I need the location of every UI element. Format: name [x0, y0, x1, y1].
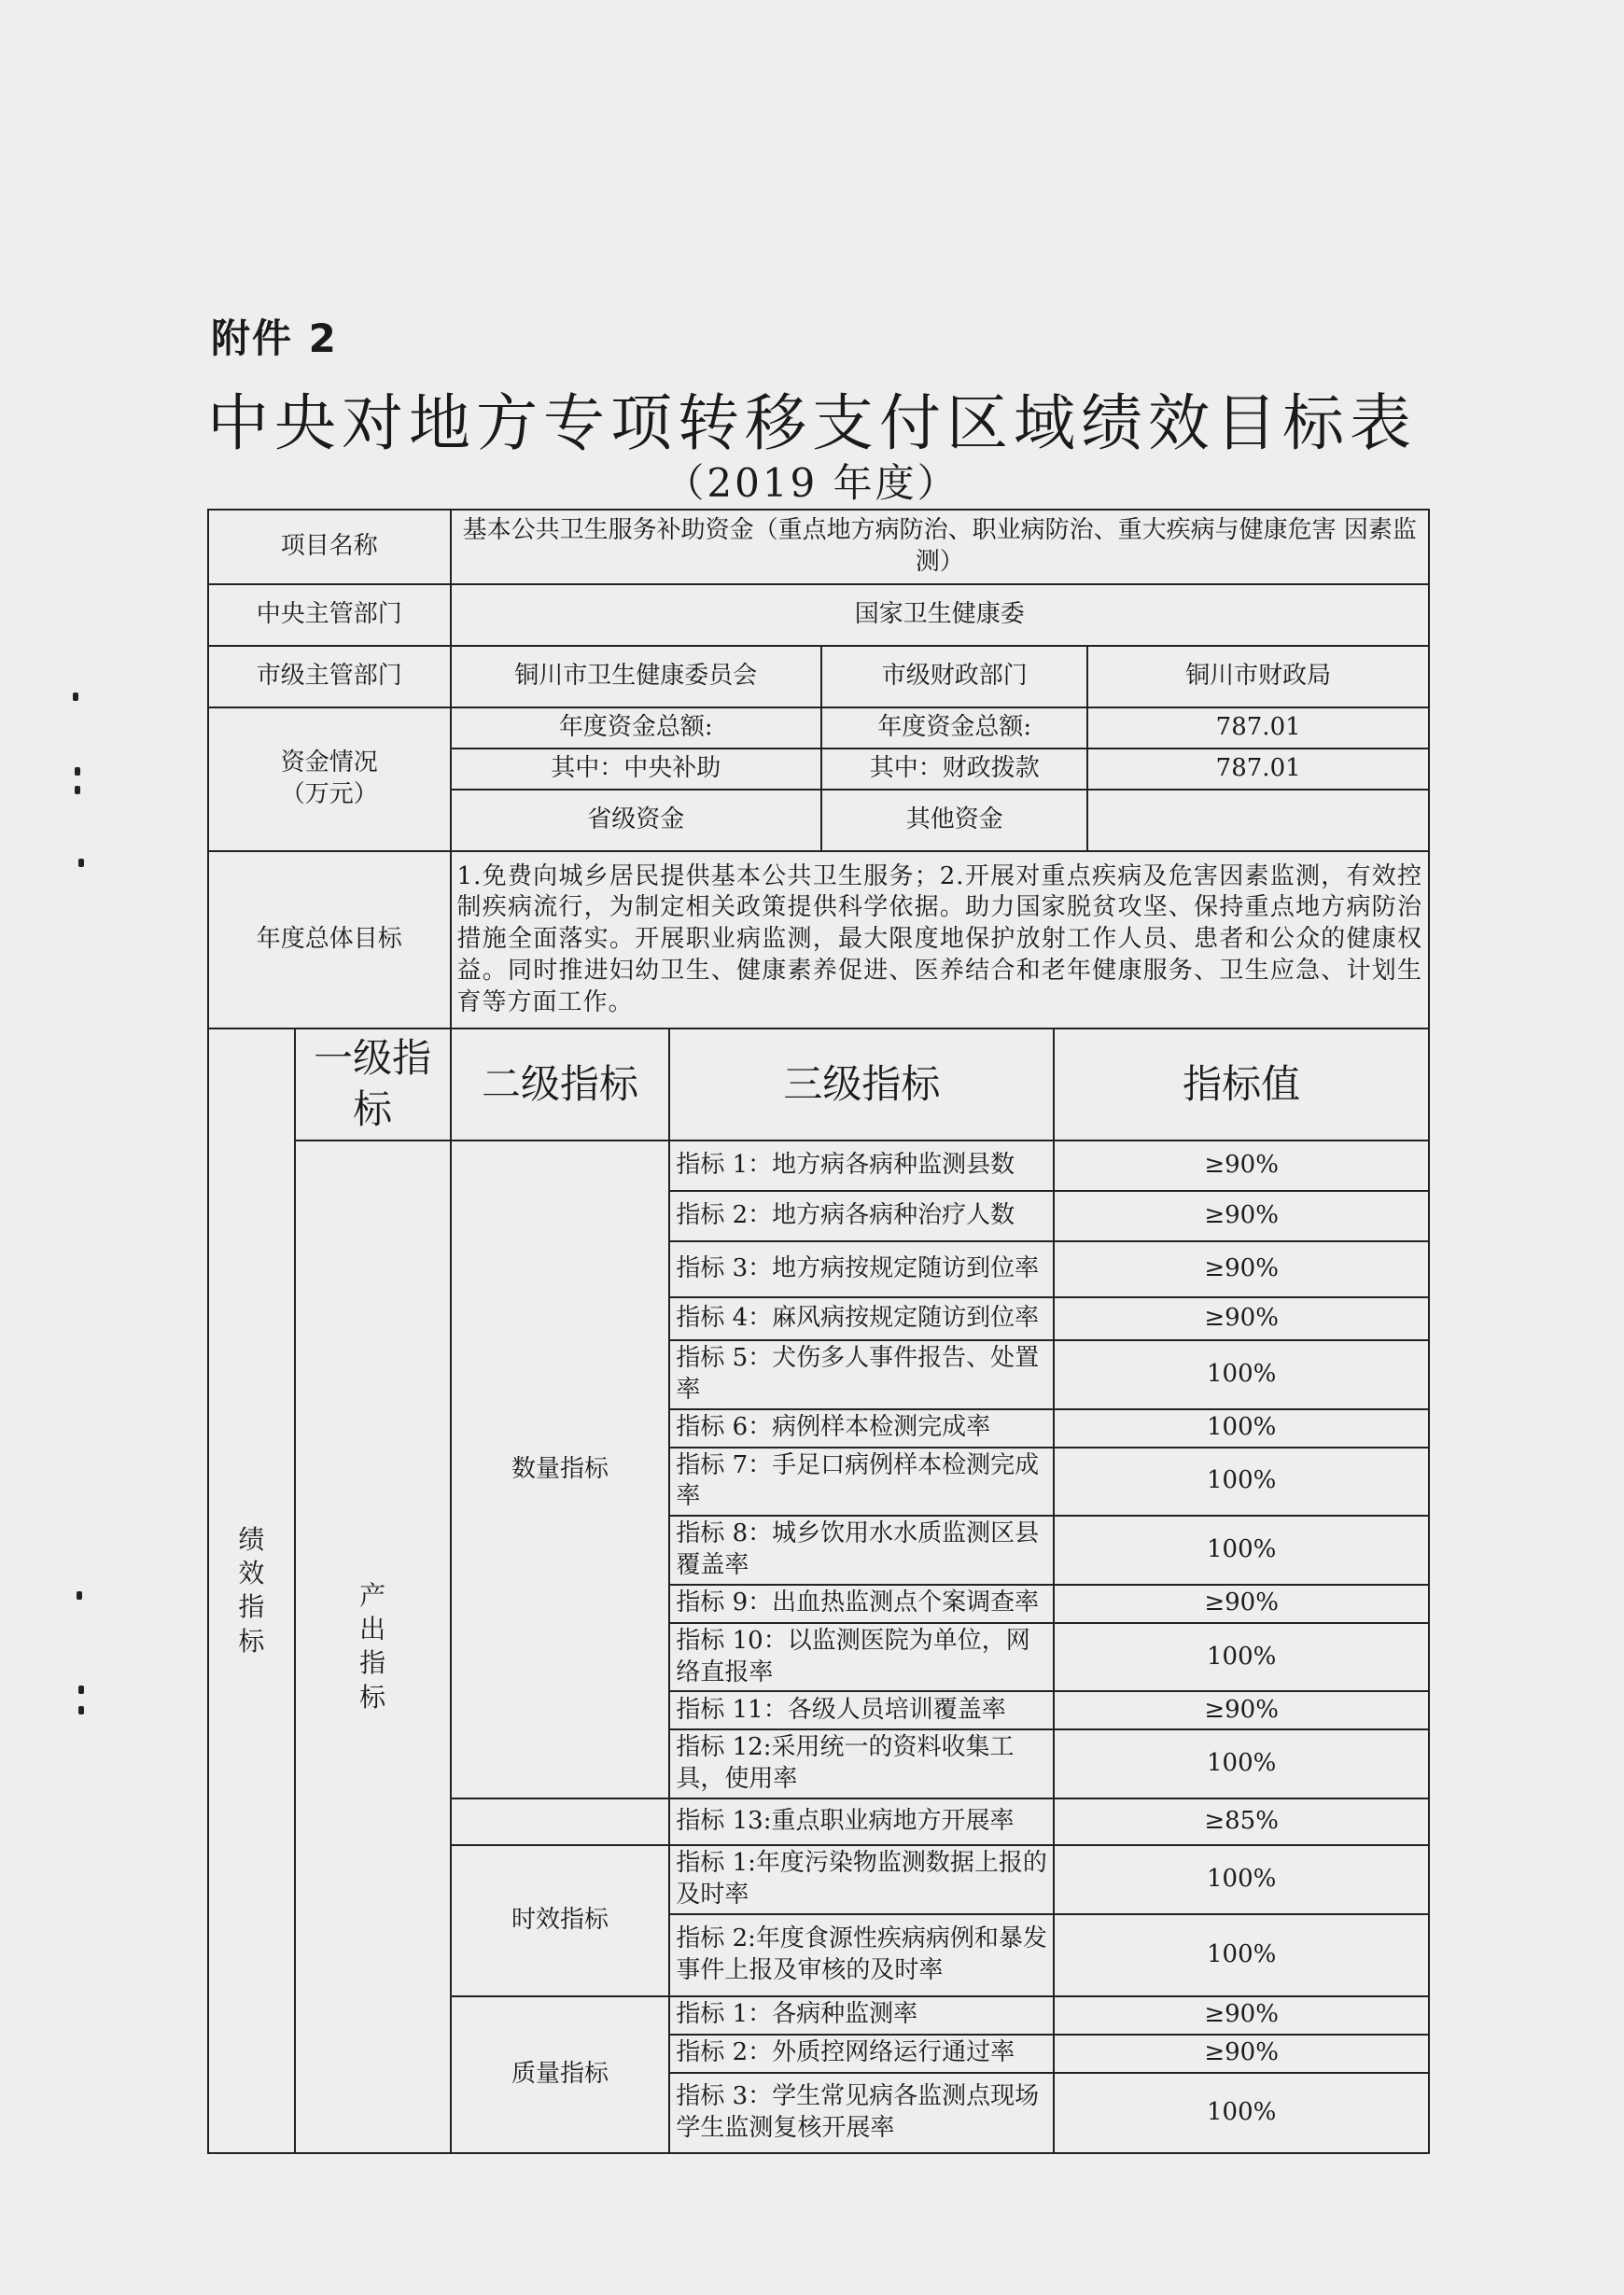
page-title: 中央对地方专项转移支付区域绩效目标表 [207, 387, 1417, 459]
funds-finance-label: 其中：财政拨款 [821, 749, 1087, 790]
central-dept-row [208, 584, 1429, 646]
indicator-value: ≥90% [1054, 1996, 1429, 2035]
performance-target-table [207, 509, 1430, 2154]
indicator-name: 指标 2:年度食源性疾病病例和暴发事件上报及审核的及时率 [669, 1914, 1054, 1996]
indicator-value: ≥90% [1054, 1141, 1429, 1191]
performance-char: 效 [238, 1557, 265, 1588]
indicator-value: 100% [1054, 1729, 1429, 1798]
output-char: 出 [359, 1613, 386, 1644]
indicator-value: ≥90% [1054, 1297, 1429, 1340]
indicator-name: 指标 10：以监测医院为单位，网络直报率 [669, 1623, 1054, 1692]
value-header: 指标值 [1054, 1029, 1429, 1141]
city-dept-row [208, 646, 1429, 707]
level1-header [295, 1029, 451, 1141]
funds-other-label: 其他资金 [821, 790, 1087, 851]
indicator-name: 指标 12:采用统一的资料收集工具，使用率 [669, 1729, 1054, 1798]
indicator-value: ≥90% [1054, 1191, 1429, 1241]
indicator-name: 指标 1：地方病各病种监测县数 [669, 1141, 1054, 1191]
quality-indicator-label: 质量指标 [451, 1996, 670, 2153]
funds-total-value: 787.01 [1087, 707, 1429, 749]
indicator-value: 100% [1054, 1448, 1429, 1517]
indicator-value: ≥90% [1054, 2035, 1429, 2073]
indicator-value: 100% [1054, 2073, 1429, 2153]
funds-provincial-label: 省级资金 [451, 790, 822, 851]
indicator-value: 100% [1054, 1914, 1429, 1996]
indicator-value: ≥85% [1054, 1798, 1429, 1845]
binding-mark [78, 1686, 84, 1694]
indicator-name: 指标 2：外质控网络运行通过率 [669, 2035, 1054, 2073]
funds-label [208, 707, 451, 851]
indicator-value: ≥90% [1054, 1691, 1429, 1729]
binding-mark [73, 693, 78, 701]
indicator-value: ≥90% [1054, 1585, 1429, 1623]
level3-header: 三级指标 [669, 1029, 1054, 1141]
indicator-name: 指标 5：犬伤多人事件报告、处置率 [669, 1340, 1054, 1409]
indicator-name: 指标 3：学生常见病各监测点现场学生监测复核开展率 [669, 2073, 1054, 2153]
annual-goal-row [208, 851, 1429, 1029]
indicator-name: 指标 6：病例样本检测完成率 [669, 1409, 1054, 1448]
project-name-row [208, 510, 1429, 584]
project-name-value: 基本公共卫生服务补助资金（重点地方病防治、职业病防治、重大疾病与健康危害 因素监测） [451, 510, 1429, 584]
indicator-header-row [208, 1029, 1429, 1141]
funds-label-line1: 资金情况 [280, 749, 378, 777]
annual-goal-label: 年度总体目标 [208, 851, 451, 1029]
output-indicator-label [295, 1141, 451, 2153]
performance-char: 绩 [238, 1523, 265, 1555]
indicator-value: ≥90% [1054, 1241, 1429, 1297]
binding-mark [75, 767, 80, 776]
binding-mark [77, 1591, 82, 1600]
indicator-value: 100% [1054, 1340, 1429, 1409]
indicator-name: 指标 4：麻风病按规定随访到位率 [669, 1297, 1054, 1340]
indicator-name: 指标 9：出血热监测点个案调查率 [669, 1585, 1054, 1623]
timeliness-indicator-label: 时效指标 [451, 1845, 670, 1996]
performance-char: 标 [238, 1625, 265, 1657]
indicator-name: 指标 1:年度污染物监测数据上报的及时率 [669, 1845, 1054, 1914]
indicator-name: 指标 8：城乡饮用水水质监测区县覆盖率 [669, 1516, 1054, 1585]
table-row [208, 1141, 1429, 1191]
funds-total-label-right: 年度资金总额: [821, 707, 1087, 749]
binding-mark [75, 786, 80, 794]
indicator-name: 指标 13:重点职业病地方开展率 [669, 1798, 1054, 1845]
funds-central-label: 其中：中央补助 [451, 749, 822, 790]
city-finance-label: 市级财政部门 [821, 646, 1087, 707]
indicator-name: 指标 7：手足口病例样本检测完成率 [669, 1448, 1054, 1517]
city-dept-value: 铜川市卫生健康委员会 [451, 646, 822, 707]
annual-goal-text: 1.免费向城乡居民提供基本公共卫生服务；2.开展对重点疾病及危害因素监测，有效控制疾病流行，为制定相关政策提供科学依据。助力国家脱贫攻坚、保持重点地方病防治措施全面落实。开展职业病监测，最大限度地保护放射工作人员、患者和公众的健康权益。同时推进妇幼卫生、健康素养促进、医养结合和老年健康服务、卫生应急、计划生育等方面工作。 [451, 851, 1429, 1029]
project-name-label: 项目名称 [208, 510, 451, 584]
performance-char: 指 [238, 1591, 265, 1623]
indicator-value: 100% [1054, 1516, 1429, 1585]
indicator-name: 指标 3：地方病按规定随访到位率 [669, 1241, 1054, 1297]
quantity-indicator-label: 数量指标 [451, 1141, 670, 1798]
central-dept-label: 中央主管部门 [208, 584, 451, 646]
binding-mark [78, 1706, 84, 1714]
central-dept-value: 国家卫生健康委 [451, 584, 1429, 646]
output-char: 标 [359, 1681, 386, 1713]
level2-header: 二级指标 [451, 1029, 670, 1141]
indicator-name: 指标 11：各级人员培训覆盖率 [669, 1691, 1054, 1729]
city-finance-value: 铜川市财政局 [1087, 646, 1429, 707]
funds-total-label-left: 年度资金总额: [451, 707, 822, 749]
output-char: 指 [359, 1647, 386, 1679]
page-subtitle: （2019 年度） [665, 460, 959, 506]
indicator-value: 100% [1054, 1409, 1429, 1448]
indicator-value: 100% [1054, 1623, 1429, 1692]
funds-other-value [1087, 790, 1429, 851]
blank-level2-cell [451, 1798, 670, 1845]
output-char: 产 [359, 1579, 386, 1611]
funds-finance-value: 787.01 [1087, 749, 1429, 790]
indicator-name: 指标 1：各病种监测率 [669, 1996, 1054, 2035]
funds-label-line2: （万元） [280, 780, 378, 808]
level1-header-line2: 标 [353, 1086, 393, 1132]
performance-indicator-label [208, 1029, 295, 2153]
funds-total-row [208, 707, 1429, 749]
city-dept-label: 市级主管部门 [208, 646, 451, 707]
binding-mark [78, 859, 84, 867]
annex-label: 附件 2 [211, 315, 338, 361]
indicator-name: 指标 2：地方病各病种治疗人数 [669, 1191, 1054, 1241]
level1-header-line1: 一级指 [314, 1035, 432, 1082]
indicator-value: 100% [1054, 1845, 1429, 1914]
